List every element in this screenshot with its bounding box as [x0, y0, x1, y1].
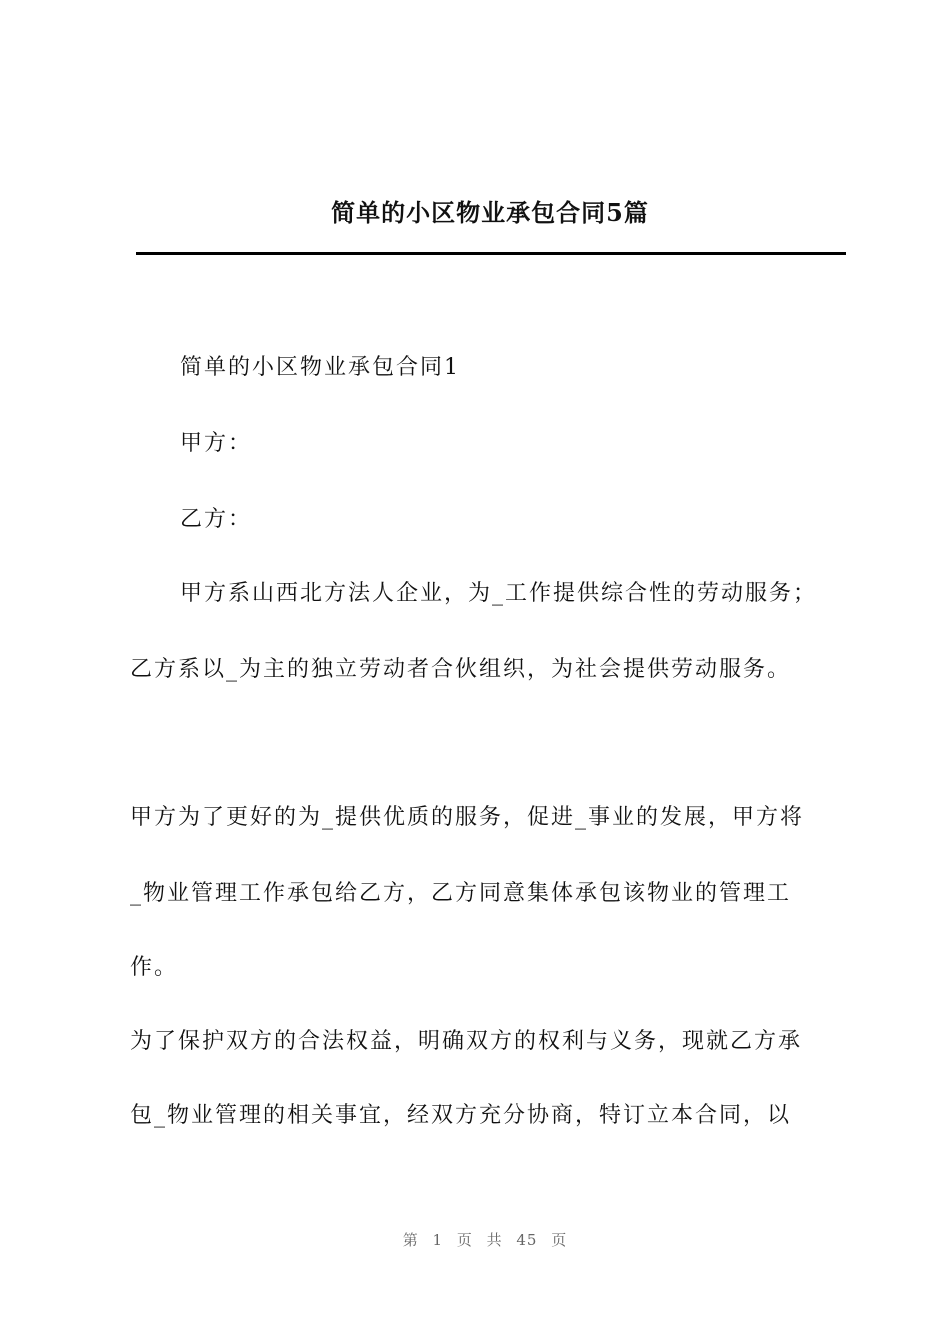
page-number-footer: 第 1 页 共 45 页 — [402, 1231, 568, 1249]
paragraph-line: 甲方为了更好的为_提供优质的服务，促进_事业的发展，甲方将 — [130, 805, 805, 830]
paragraph-line: _物业管理工作承包给乙方，乙方同意集体承包该物业的管理工 — [130, 881, 792, 906]
paragraph-line: 甲方系山西北方法人企业，为_工作提供综合性的劳动服务； — [180, 581, 818, 606]
title-divider — [136, 252, 846, 255]
section-heading: 简单的小区物业承包合同1 — [180, 355, 460, 380]
paragraph-line: 作。 — [130, 955, 179, 980]
party-b-label: 乙方： — [180, 507, 253, 532]
document-title: 简单的小区物业承包合同5篇 — [331, 198, 649, 227]
paragraph-line: 为了保护双方的合法权益，明确双方的权利与义务，现就乙方承 — [130, 1029, 803, 1054]
party-a-label: 甲方： — [180, 431, 253, 456]
paragraph-line: 包_物业管理的相关事宜，经双方充分协商，特订立本合同，以 — [130, 1103, 792, 1128]
paragraph-line: 乙方系以_为主的独立劳动者合伙组织，为社会提供劳动服务。 — [130, 657, 792, 682]
